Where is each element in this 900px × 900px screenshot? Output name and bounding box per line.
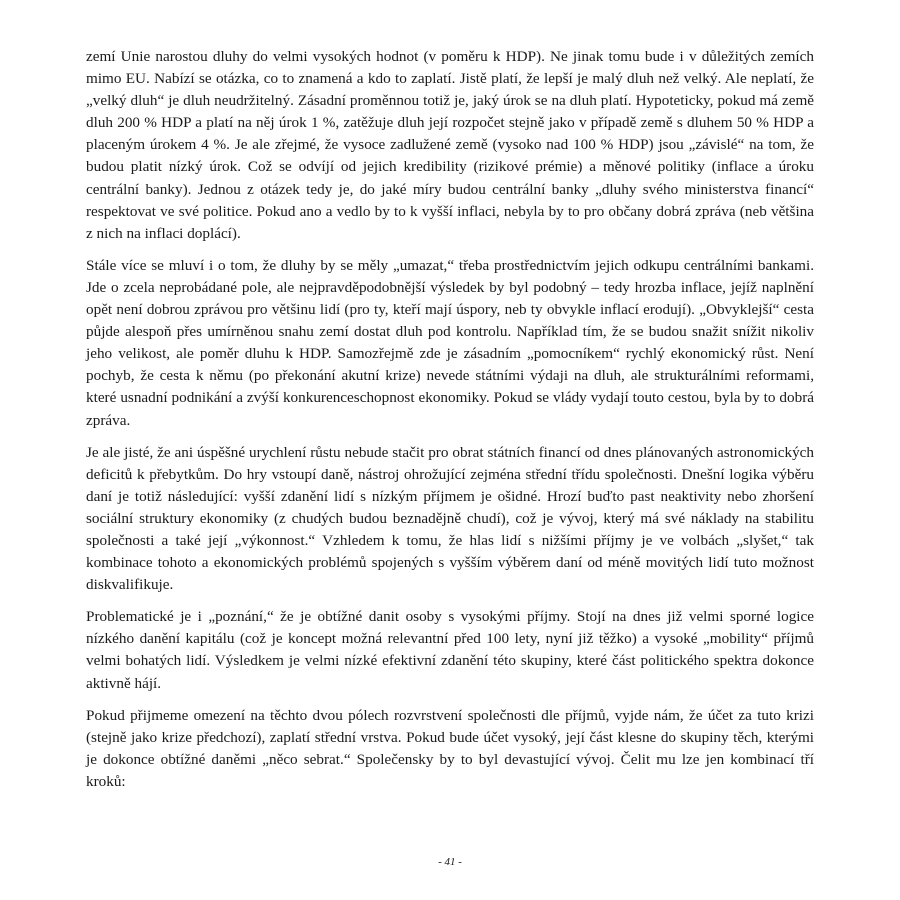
paragraph-5: Pokud přijmeme omezení na těchto dvou pólech rozvrstvení společnosti dle příjmů, vyjde nám, že účet za tuto krizi (stejně jako krize předchozí), zaplatí střední vrstva. Pokud bude účet vysoký, její část klesne do skupiny těch, kterými je dokonce obtížné daněmi „něco sebrat.“ Společensky by to byl devastující vývoj. Čelit mu lze jen kombinací tří kroků:: [86, 706, 814, 790]
page-number: - 41 -: [438, 856, 462, 868]
body-text: [86, 46, 814, 803]
paragraph-3: Je ale jisté, že ani úspěšné urychlení růstu nebude stačit pro obrat státních financí od dnes plánovaných astronomických deficitů k přebytkům. Do hry vstoupí daně, nástroj ohrožující zejména střední třídu společnosti. Dnešní logika výběru daní je totiž následující: vyšší zdanění lidí s nízkým příjmem je ošidné. Hrozí buďto past neaktivity nebo zhoršení sociální struktury ekonomiky (z chudých budou beznadějně chudí), což je vývoj, který má své náklady na stabilitu společnosti a také její „výkonnost.“ Vzhledem k tomu, že hlas lidí s nižšími příjmy je ve volbách „slyšet,“ tak kombinace tohoto a ekonomických problémů spojených s vyšším výběrem daní od méně movitých lidí tuto možnost diskvalifikuje.: [86, 443, 814, 594]
paragraph-4: Problematické je i „poznání,“ že je obtížné danit osoby s vysokými příjmy. Stojí na dnes již velmi sporné logice nízkého danění kapitálu (což je koncept možná relevantní před 100 lety, nyní již těžko) a vysoké „mobility“ příjmů velmi bohatých lidí. Výsledkem je velmi nízké efektivní zdanění této skupiny, které část politického spektra dokonce aktivně hájí.: [86, 608, 814, 692]
paragraph-1: zemí Unie narostou dluhy do velmi vysokých hodnot (v poměru k HDP). Ne jinak tomu bude i v důležitých zemích mimo EU. Nabízí se otázka, co to znamená a kdo to zaplatí. Jistě platí, že lepší je malý dluh než velký. Ale neplatí, že „velký dluh“ je dluh neudržitelný. Zásadní proměnnou totiž je, jaký úrok se na dluh platí. Hypoteticky, pokud má země dluh 200 % HDP a platí na něj úrok 1 %, zatěžuje dluh její rozpočet stejně jako v případě země s dluhem 50 % HDP a placeným úrokem 4 %. Je ale zřejmé, že vysoce zadlužené země (vysoko nad 100 % HDP) jsou „závislé“ na tom, že budou platit nízký úrok. Což se odvíjí od jejich kredibility (rizikové prémie) a měnové politiky (inflace a úroku centrální banky). Jednou z otázek tedy je, do jaké míry budou centrální banky „dluhy svého ministerstva financí“ respektovat ve své politice. Pokud ano a vedlo by to k vyšší inflaci, nebyla by to pro občany dobrá zpráva (neb většina z nich na inflaci doplácí).: [86, 48, 814, 242]
paragraph-2: Stále více se mluví i o tom, že dluhy by se měly „umazat,“ třeba prostřednictvím jejich odkupu centrálními bankami. Jde o zcela neprobádané pole, ale nejpravděpodobnější výsledek by byl podobný – tedy hrozba inflace, jejíž naplnění opět není dobrou zprávou pro většinu lidí (pro ty, kteří mají úspory, neb ty obvykle inflací erodují). „Obvyklejší“ cesta půjde alespoň přes umírněnou snahu zemí dostat dluh pod kontrolu. Například tím, že se budou snažit snížit nikoliv jeho velikost, ale poměr dluhu k HDP. Samozřejmě zde je zásadním „pomocníkem“ rychlý ekonomický růst. Není pochyb, že cesta k němu (po překonání akutní krize) nevede státními výdaji na dluh, ale strukturálními reformami, které usnadní podnikání a zvýší konkurenceschopnost ekonomiky. Pokud se vlády vydají touto cestou, byla by to dobrá zpráva.: [86, 256, 814, 429]
